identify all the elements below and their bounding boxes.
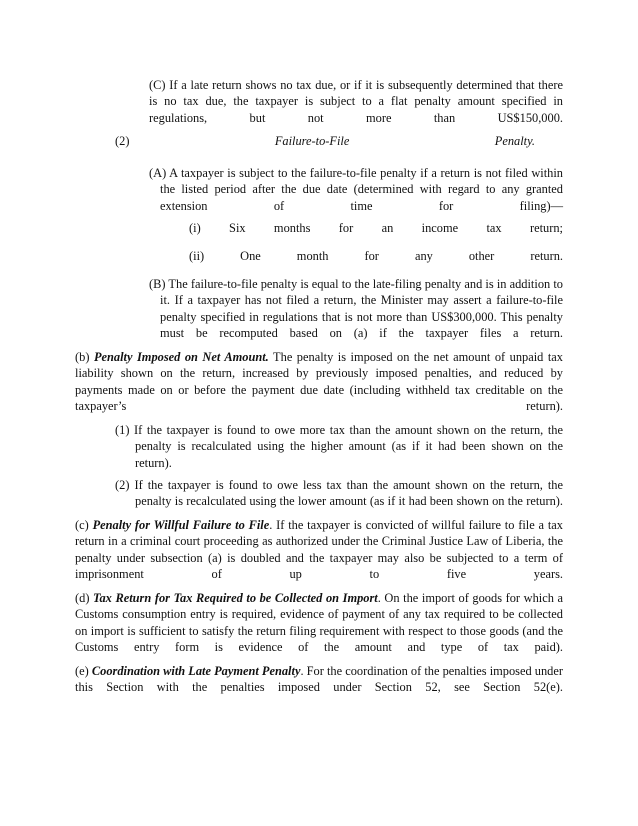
para-e-text: . For the coordination of the penalties imposed under this Section with the penalties imposed under Section 52, see Section 52(e). [75, 664, 564, 695]
para-b1: (1) If the taxpayer is found to owe more tax than the amount shown on the return, the penalty is recalculated using the higher amount (as if it had been shown on the return). [115, 423, 563, 470]
para-c [75, 517, 563, 599]
para-c-label: (c) [75, 518, 93, 532]
para-b [75, 349, 563, 431]
para-a2-label: (2) [115, 134, 275, 148]
para-a2-b: (B) The failure-to-file penalty is equal to the late-filing penalty and is in addition to it. If a taxpayer has not filed a return, the Minister may assert a failure-to-file penalty specified in regulations that is not more than US$300,000. This penalty must be recomputed based on (a) if the taxpayer files a return. [149, 277, 563, 341]
para-c-title: Penalty for Willful Failure to File [92, 518, 270, 532]
para-a2-title: Failure-to-File Penalty. [274, 134, 536, 148]
para-d-text: . On the import of goods for which a Customs consumption entry is required, evidence of payment of any tax required to be collected on import is sufficient to satisfy the return filing requirement with respect to those goods (and the Customs entry form is evidence of the amount and type of tax paid). [75, 591, 564, 655]
para-e-label: (e) [75, 664, 92, 678]
para-d-label: (d) [75, 591, 94, 605]
para-a2-heading [115, 133, 535, 166]
para-a2-a-ii: (ii) One month for any other return. [189, 249, 563, 263]
para-e-title: Coordination with Late Payment Penalty [91, 664, 301, 678]
para-b-label: (b) [75, 350, 94, 364]
para-a-c: (C) If a late return shows no tax due, or if it is subsequently determined that there is no tax due, the taxpayer is subject to a flat penalty amount specified in regulations, but not more than US$150,000. [149, 78, 563, 125]
para-b-text: The penalty is imposed on the net amount of unpaid tax liability shown on the return, increased by previously imposed penalties, and reduced by payments made on or before the payment due date (including withheld tax creditable on the taxpayer’s return). [75, 350, 564, 414]
para-c-text: . If the taxpayer is convicted of willful failure to file a tax return in a criminal court proceeding as authorized under the Criminal Justice Law of Liberia, the penalty under subsection (a) is doubled and the taxpayer may also be subjected to a term of imprisonment of up to five years. [75, 518, 563, 582]
para-a2-a: (A) A taxpayer is subject to the failure-to-file penalty if a return is not filed within the listed period after the due date (determined with regard to any granted extension of time for filing)— [149, 166, 563, 213]
para-a2-a-i: (i) Six months for an income tax return; [189, 221, 563, 235]
para-d-title: Tax Return for Tax Required to be Collected on Import [93, 591, 378, 605]
para-d [75, 590, 563, 672]
para-e [75, 663, 563, 712]
para-b2: (2) If the taxpayer is found to owe less tax than the amount shown on the return, the penalty is recalculated using the lower amount (as if it had been shown on the return). [115, 478, 563, 509]
para-b-title: Penalty Imposed on Net Amount. [93, 350, 269, 364]
